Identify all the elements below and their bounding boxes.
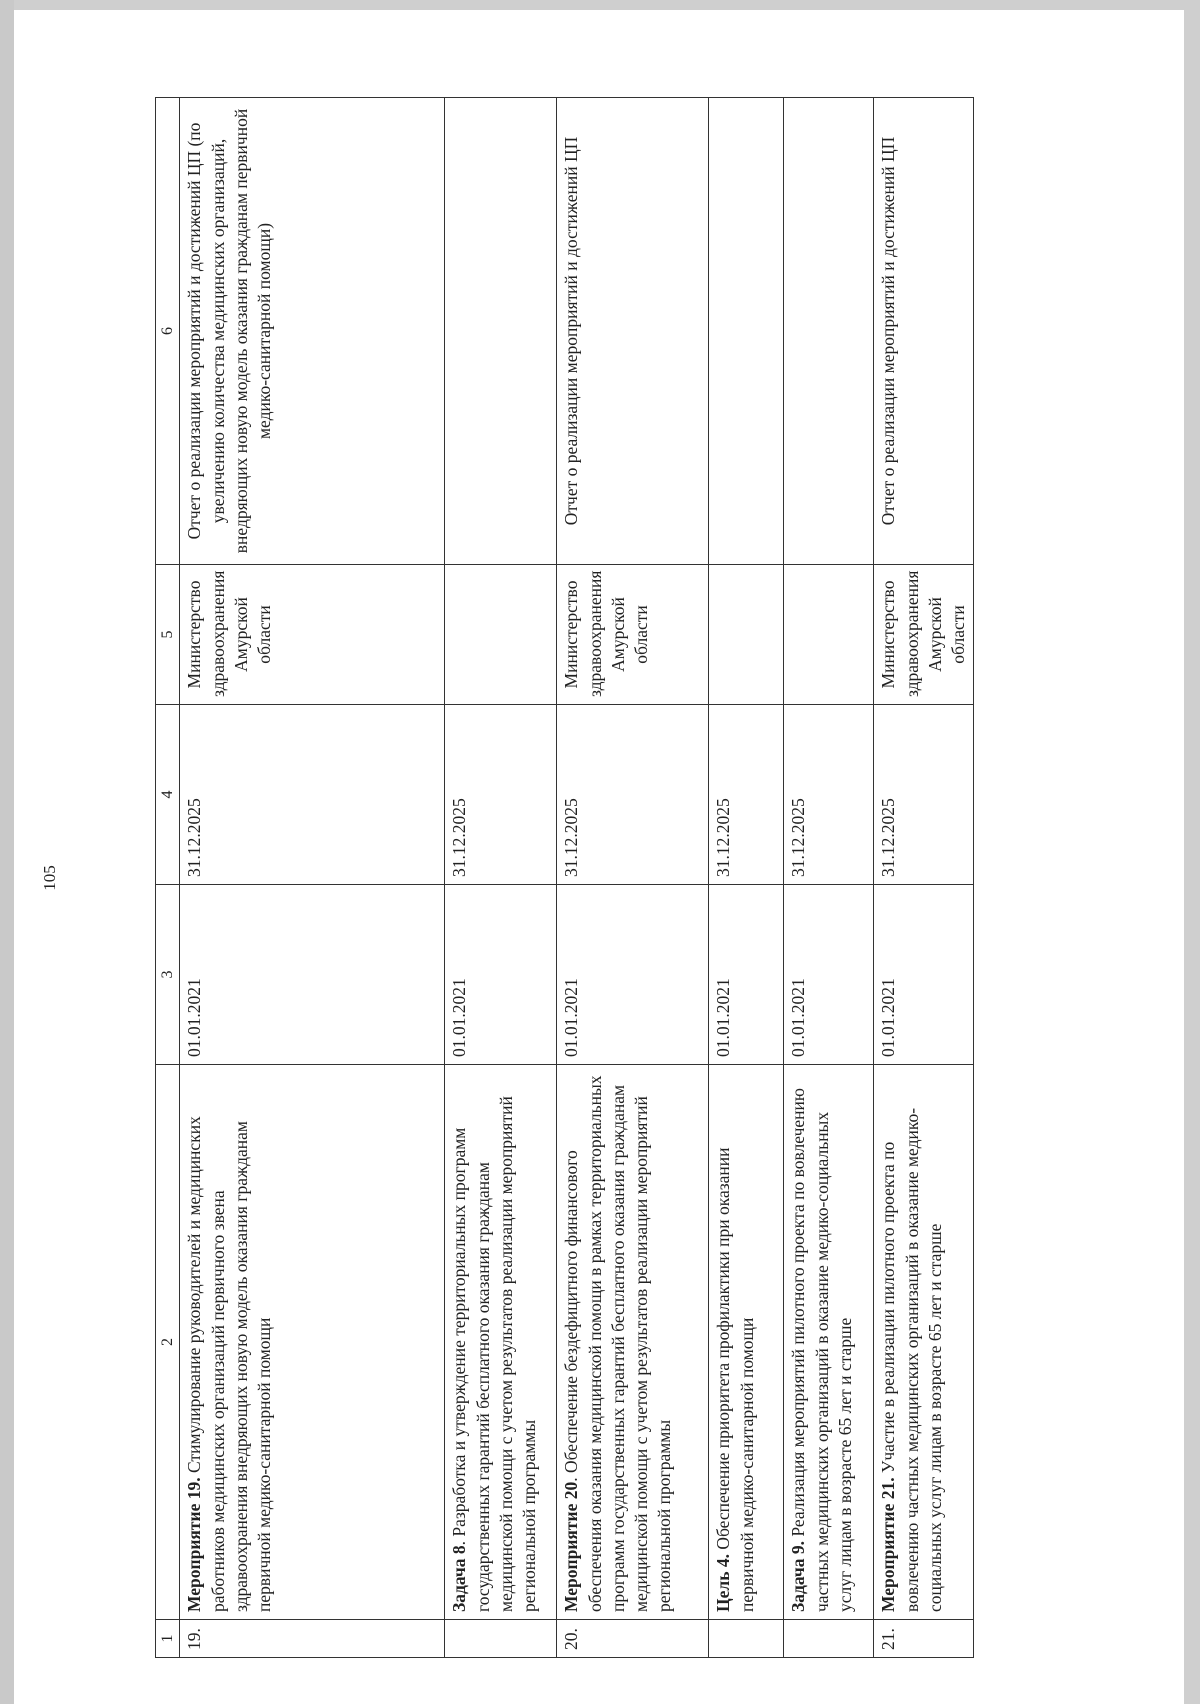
item-text: . Разработка и утверждение территориальных программ государственных гарантий бесплатного оказания гражданам медицинской помощи с учетом результатов реализации мероприятий региональной программы <box>449 1096 540 1612</box>
column-header: 6 <box>156 98 180 565</box>
table-row <box>709 98 784 1658</box>
row-number <box>445 1620 557 1658</box>
item-text: . Обеспечение бездефицитного финансового обеспечения оказания медицинской помощи в рамках территориальных программ государственных гарантий бесплатного оказания гражданам медицинской помощи с учетом результатов реализации мероприятий региональной программы <box>561 1075 675 1612</box>
start-date: 01.01.2021 <box>874 885 974 1065</box>
row-number <box>709 1620 784 1658</box>
end-date: 31.12.2025 <box>557 705 709 885</box>
start-date: 01.01.2021 <box>709 885 784 1065</box>
row-number <box>784 1620 874 1658</box>
item-heading: Задача 9. <box>788 1540 809 1612</box>
item-heading: Цель 4. <box>713 1554 734 1612</box>
start-date: 01.01.2021 <box>180 885 445 1065</box>
item-heading: Задача 8 <box>449 1545 470 1612</box>
column-header: 4 <box>156 705 180 885</box>
start-date: 01.01.2021 <box>557 885 709 1065</box>
row-number: 21. <box>874 1620 974 1658</box>
item-heading: Мероприятие 21. <box>878 1477 899 1612</box>
item-heading: Мероприятие 19. <box>184 1477 205 1612</box>
end-date: 31.12.2025 <box>784 705 874 885</box>
events-table <box>155 97 974 1658</box>
table-row <box>557 98 709 1658</box>
end-date: 31.12.2025 <box>874 705 974 885</box>
column-header: 2 <box>156 1065 180 1620</box>
report-cell <box>445 98 557 565</box>
description-cell <box>874 1065 974 1620</box>
row-number: 19. <box>180 1620 445 1658</box>
description-cell <box>784 1065 874 1620</box>
table-row <box>784 98 874 1658</box>
item-heading: Мероприятие 20 <box>561 1481 582 1612</box>
column-header: 1 <box>156 1620 180 1658</box>
executor-cell <box>445 565 557 705</box>
column-header: 5 <box>156 565 180 705</box>
scan-border-left <box>0 0 14 1704</box>
executor-cell <box>709 565 784 705</box>
description-cell <box>180 1065 445 1620</box>
start-date: 01.01.2021 <box>445 885 557 1065</box>
report-cell: Отчет о реализации мероприятий и достижений ЦП <box>557 98 709 565</box>
table-row <box>874 98 974 1658</box>
table-row <box>445 98 557 1658</box>
executor-cell: Министерство здравоохранения Амурской области <box>874 565 974 705</box>
header-row <box>156 98 180 1658</box>
report-cell <box>784 98 874 565</box>
rotated-page-content <box>40 98 1200 1650</box>
page-number: 105 <box>40 865 59 891</box>
end-date: 31.12.2025 <box>180 705 445 885</box>
report-cell: Отчет о реализации мероприятий и достижений ЦП (по увеличению количества медицинских организаций, внедряющих новую модель оказания гражданам первичной медико-санитарной помощи) <box>180 98 445 565</box>
executor-cell: Министерство здравоохранения Амурской области <box>557 565 709 705</box>
start-date: 01.01.2021 <box>784 885 874 1065</box>
description-cell <box>557 1065 709 1620</box>
landscape-layout <box>40 98 1055 1658</box>
table-row <box>180 98 445 1658</box>
report-cell <box>709 98 784 565</box>
column-header: 3 <box>156 885 180 1065</box>
row-number: 20. <box>557 1620 709 1658</box>
item-text: Стимулирование руководителей и медицинских работников медицинских организаций первичного звена здравоохранения внедряющих новую модель оказания гражданам первичной медико-санитарной помощи <box>184 1116 275 1612</box>
item-text: Реализация мероприятий пилотного проекта по вовлечению частных медицинских организаций в оказание медико-социальных услуг лицам в возрасте 65 лет и старше <box>788 1088 855 1612</box>
item-text: Обеспечение приоритета профилактики при оказании первичной медико-санитарной помощи <box>713 1147 757 1612</box>
end-date: 31.12.2025 <box>709 705 784 885</box>
item-text: Участие в реализации пилотного проекта по вовлечению частных медицинских организаций в оказание медико-социальных услуг лицам в возрасте 65 лет и старше <box>878 1107 945 1612</box>
description-cell <box>445 1065 557 1620</box>
report-cell: Отчет о реализации мероприятий и достижений ЦП <box>874 98 974 565</box>
executor-cell: Министерство здравоохранения Амурской области <box>180 565 445 705</box>
scan-border-top <box>0 0 1200 10</box>
end-date: 31.12.2025 <box>445 705 557 885</box>
executor-cell <box>784 565 874 705</box>
description-cell <box>709 1065 784 1620</box>
